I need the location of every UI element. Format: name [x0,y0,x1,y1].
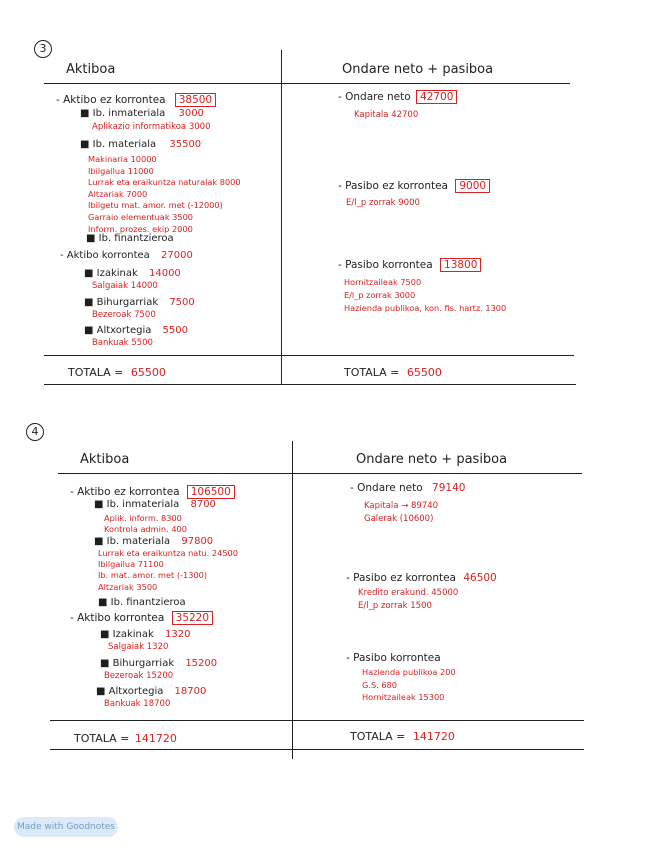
bullet-icon: ■ [94,536,107,547]
list-item: Ibilgailua 11000 [88,165,154,176]
ex4-aktibo-ez-korrontea: - Aktibo ez korrontea 106500 [70,480,235,499]
ex4-salgaiak: Salgaiak 1320 [108,642,169,652]
ex3-bihurgarriak: ■ Bihurgarriak 7500 [84,297,195,308]
ex3-right-header: Ondare neto + pasiboa [342,62,494,77]
list-item: Hazienda publikoa 200 [362,667,456,677]
ex3-izakinak: ■ Izakinak 14000 [84,268,181,279]
ex4-column-divider [292,441,293,759]
ex3-korronte-list [344,276,506,315]
ex4-ib-finantzieroa: ■ Ib. finantzieroa [98,597,186,608]
ex3-salgaiak: Salgaiak 14000 [92,281,158,291]
ex3-aktibo-korrontea: - Aktibo korrontea 27000 [60,250,193,261]
list-item: Lurrak eta eraikuntza naturalak 8000 [88,177,241,188]
ex4-header-divider [58,473,582,474]
ex3-altxortegia: ■ Altxortegia 5500 [84,325,188,336]
list-item: Hazienda publikoa, kon. fis. hartz. 1300 [344,303,507,313]
ex3-total-right: TOTALA = 65500 [344,366,442,379]
ex3-left-header: Aktiboa [66,62,116,77]
exercise-number-4: 4 [26,423,44,441]
list-item: Ib. mat. amor. met (-1300) [98,570,208,581]
ex3-ondare-neto-total: 42700 [416,90,457,104]
ex3-kapitala: Kapitala 42700 [354,110,419,120]
list-item: Inform. prozes. ekip 2000 [88,223,193,234]
ex4-total-right: TOTALA = 141720 [350,730,455,743]
list-item: Makinaria 10000 [88,154,157,164]
bullet-icon: ■ [84,297,97,308]
list-item: Ibilgetu mat. amor. met (-12000) [88,200,223,211]
bullet-icon: ■ [80,108,93,119]
ex3-pasibo-ez-korrontea-total: 9000 [455,179,490,193]
ex4-pasibo-korrontea: - Pasibo korrontea [346,652,441,664]
list-item: G.S. 680 [362,679,397,690]
ex4-aktibo-ez-korrontea-total: 106500 [187,485,235,499]
ex3-ib-finantzieroa: ■ Ib. finantzieroa [86,233,174,244]
ex4-korronte-list [362,666,456,704]
ex4-total-top-line [50,720,584,721]
ex4-ib-inmateriala: ■ Ib. inmateriala 8700 [94,499,216,510]
ex4-ondare-list [364,500,438,526]
ex4-ez-korronte-list [358,587,458,613]
ex4-total-left: TOTALA = 141720 [74,732,177,745]
list-item: Hornitzaileak 15300 [362,692,445,702]
bullet-icon: ■ [96,686,109,697]
ex4-materiala-list [98,548,238,593]
ex4-galerak: Galerak (10600) [364,514,434,524]
ex3-aktibo-ez-korrontea-total: 38500 [175,93,216,107]
ex4-right-header: Ondare neto + pasiboa [356,452,508,467]
list-item: E/l_p zorrak 3000 [344,290,416,300]
list-item: Kredito erakund. 45000 [358,588,459,598]
ex3-pasibo-korrontea-total: 13800 [440,258,481,272]
ex3-column-divider [281,50,282,384]
bullet-icon: ■ [84,268,97,279]
bullet-icon: ■ [94,499,107,510]
ex3-pasibo-korrontea: - Pasibo korrontea 13800 [338,259,481,271]
list-item: Altzariak 7000 [88,188,148,199]
bullet-icon: ■ [98,597,111,608]
ex3-ib-inmateriala: ■ Ib. inmateriala 3000 [80,108,204,119]
ex4-aktibo-korrontea: - Aktibo korrontea 35220 [70,612,213,624]
ex3-bezeroak: Bezeroak 7500 [92,310,156,320]
ex4-kapitala: Kapitala → 89740 [364,501,439,511]
list-item: Altzariak 3500 [98,581,158,592]
list-item: E/l_p zorrak 1500 [358,601,432,611]
bullet-icon: ■ [80,139,93,150]
ex3-header-divider [44,83,570,84]
ex4-inmateriala-list [104,513,187,535]
list-item: Garraio elementuak 3500 [88,211,194,222]
list-item: Hornitzaileak 7500 [344,277,422,287]
ex4-bankuak: Bankuak 18700 [104,699,171,709]
exercise-number-3: 3 [34,40,52,58]
ex4-total-bottom-line [50,749,584,750]
list-item: Lurrak eta eraikuntza natu. 24500 [98,548,238,558]
ex3-total-left: TOTALA = 65500 [68,366,166,379]
ex3-total-top-line [44,355,574,356]
ex4-bezeroak: Bezeroak 15200 [104,671,174,681]
list-item: Kontrola admin. 400 [104,524,187,534]
list-item: Ibilgailua 71100 [98,559,164,570]
bullet-icon: ■ [84,325,97,336]
ex4-bihurgarriak: ■ Bihurgarriak 15200 [100,658,218,669]
bullet-icon: ■ [86,233,99,244]
ex3-total-bottom-line [44,384,576,385]
ex3-pasibo-ez-korrontea: - Pasibo ez korrontea 9000 [338,180,490,192]
ex4-left-header: Aktiboa [80,452,130,467]
ex3-aplikazio: Aplikazio informatikoa 3000 [92,122,211,132]
ex3-ep-zorrak: E/l_p zorrak 9000 [346,198,420,208]
list-item: Aplik. inform. 8300 [104,513,182,523]
ex3-ondare-neto: - Ondare neto 42700 [338,91,457,103]
ex4-ondare-neto: - Ondare neto 79140 [350,482,466,494]
ex3-bankuak: Bankuak 5500 [92,338,153,348]
ex4-pasibo-ez-korrontea: - Pasibo ez korrontea 46500 [346,572,497,584]
bullet-icon: ■ [100,658,113,669]
bullet-icon: ■ [100,629,113,640]
ex3-materiala-list [88,154,241,235]
ex4-ib-materiala: ■ Ib. materiala 97800 [94,536,214,547]
ex4-altxortegia: ■ Altxortegia 18700 [96,686,207,697]
goodnotes-badge: Made with Goodnotes [14,817,118,837]
ex3-aktibo-ez-korrontea: - Aktibo ez korrontea 38500 [56,88,216,107]
ex4-aktibo-korrontea-total: 35220 [172,611,213,625]
ex3-ib-materiala: ■ Ib. materiala 35500 [80,139,202,150]
ex4-izakinak: ■ Izakinak 1320 [100,629,191,640]
